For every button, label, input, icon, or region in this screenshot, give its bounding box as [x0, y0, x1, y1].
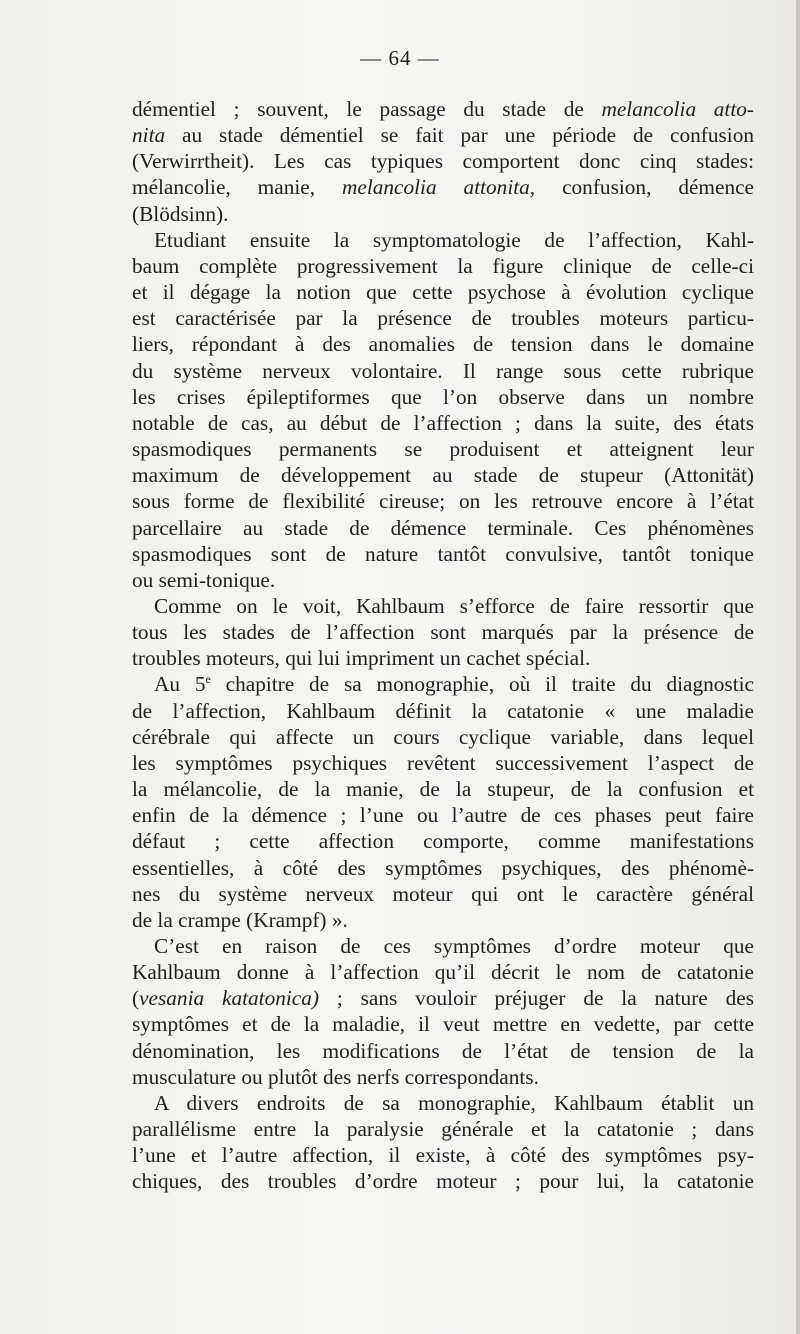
- text-segment: musculature ou plutôt des nerfs correspondants.: [132, 1064, 539, 1089]
- italic-text: vesania katatonica): [139, 986, 319, 1011]
- text-line: [132, 828, 754, 854]
- text-line: [132, 436, 754, 462]
- text-line: [132, 567, 754, 593]
- text-segment: Etudiant ensuite la symptomatologie de l’affection, Kahl-: [154, 227, 754, 252]
- page-number: — 64 —: [360, 46, 440, 70]
- text-segment: symptômes et de la maladie, il veut mettre en vedette, par cette: [132, 1012, 754, 1037]
- text-line: [132, 488, 754, 514]
- text-line: [132, 985, 754, 1011]
- text-segment: de l’affection, Kahlbaum définit la catatonie « une maladie: [132, 698, 754, 723]
- text-line: [132, 776, 754, 802]
- text-segment: confusion, démence: [535, 175, 754, 200]
- text-segment: cérébrale qui affecte un cours cyclique variable, dans lequel: [132, 724, 754, 749]
- text-segment: liers, répondant à des anomalies de tension dans le domaine: [132, 332, 754, 357]
- text-segment: sous forme de flexibilité cireuse; on les retrouve encore à l’état: [132, 489, 754, 514]
- text-line: [132, 1090, 754, 1116]
- text-segment: les symptômes psychiques revêtent successivement l’aspect de: [132, 750, 754, 775]
- text-segment: de la crampe (Krampf) ».: [132, 907, 348, 932]
- text-line: [132, 1038, 754, 1064]
- text-segment: nes du système nerveux moteur qui ont le caractère général: [132, 881, 754, 906]
- text-line: [132, 201, 754, 227]
- text-segment: spasmodiques permanents se produisent et atteignent leur: [132, 437, 754, 462]
- text-line: [132, 305, 754, 331]
- text-segment: enfin de la démence ; l’une ou l’autre de ces phases peut faire: [132, 803, 754, 828]
- text-line: [132, 907, 754, 933]
- text-line: [132, 645, 754, 671]
- text-line: [132, 122, 754, 148]
- text-line: [132, 358, 754, 384]
- text-segment: démentiel ; souvent, le passage du stade de: [132, 97, 602, 121]
- page-edge: [796, 0, 800, 1334]
- text-line: [132, 671, 754, 697]
- text-segment: Au 5: [154, 672, 206, 697]
- text-line: [132, 410, 754, 436]
- text-line: [132, 279, 754, 305]
- text-segment: et il dégage la notion que cette psychose à évolution cyclique: [132, 280, 754, 305]
- text-segment: A divers endroits de sa monographie, Kahlbaum établit un: [154, 1090, 754, 1115]
- text-line: [132, 802, 754, 828]
- text-segment: du système nerveux volontaire. Il range sous cette rubrique: [132, 358, 754, 383]
- text-segment: spasmodiques sont de nature tantôt convulsive, tantôt tonique: [132, 541, 754, 566]
- text-segment: ; sans vouloir préjuger de la nature des: [319, 986, 754, 1011]
- text-line: [132, 253, 754, 279]
- superscript: e: [205, 672, 211, 687]
- text-line: [132, 1142, 754, 1168]
- text-line: [132, 148, 754, 174]
- text-line: [132, 1116, 754, 1142]
- text-line: [132, 933, 754, 959]
- text-line: [132, 1064, 754, 1090]
- text-line: [132, 515, 754, 541]
- italic-text: nita: [132, 123, 166, 148]
- text-line: [132, 331, 754, 357]
- text-line: [132, 174, 754, 200]
- text-segment: maximum de développement au stade de stupeur (Attonität): [132, 463, 754, 488]
- text-line: [132, 1168, 754, 1194]
- text-line: [132, 384, 754, 410]
- text-segment: (Blödsinn).: [132, 201, 229, 226]
- text-segment: la mélancolie, de la manie, de la stupeur, de la confusion et: [132, 777, 754, 802]
- text-line: [132, 541, 754, 567]
- text-segment: dénomination, les modifications de l’état de tension de la: [132, 1038, 754, 1063]
- text-line: [132, 750, 754, 776]
- italic-text: melancolia attonita,: [341, 175, 536, 200]
- text-line: [132, 619, 754, 645]
- text-line: [132, 462, 754, 488]
- text-line: [132, 1011, 754, 1037]
- text-segment: baum complète progressivement la figure clinique de celle-ci: [132, 253, 754, 278]
- italic-text: melancolia atto-: [601, 97, 754, 121]
- text-segment: est caractérisée par la présence de troubles moteurs particu-: [132, 306, 754, 331]
- text-line: [132, 593, 754, 619]
- text-segment: Kahlbaum donne à l’affection qu’il décrit le nom de catatonie: [132, 960, 754, 985]
- body-text: [132, 96, 754, 1195]
- text-segment: essentielles, à côté des symptômes psychiques, des phénomè-: [132, 855, 754, 880]
- text-segment: défaut ; cette affection comporte, comme manifestations: [132, 829, 754, 854]
- text-line: [132, 959, 754, 985]
- text-segment: l’une et l’autre affection, il existe, à côté des symptômes psy-: [132, 1143, 754, 1168]
- text-segment: mélancolie, manie,: [132, 175, 342, 200]
- text-segment: troubles moteurs, qui lui impriment un cachet spécial.: [132, 646, 591, 671]
- text-line: [132, 96, 754, 122]
- text-line: [132, 227, 754, 253]
- text-segment: Comme on le voit, Kahlbaum s’efforce de faire ressortir que: [154, 593, 754, 618]
- text-line: [132, 724, 754, 750]
- text-line: [132, 698, 754, 724]
- text-segment: chiques, des troubles d’ordre moteur ; pour lui, la catatonie: [132, 1169, 754, 1194]
- text-segment: parcellaire au stade de démence terminale. Ces phénomènes: [132, 515, 754, 540]
- text-line: [132, 881, 754, 907]
- text-segment: les crises épileptiformes que l’on observe dans un nombre: [132, 384, 754, 409]
- text-segment: chapitre de sa monographie, où il traite du diagnostic: [210, 672, 754, 697]
- text-segment: (: [132, 986, 140, 1011]
- text-segment: C’est en raison de ces symptômes d’ordre moteur que: [154, 934, 754, 958]
- text-segment: au stade démentiel se fait par une période de confusion: [165, 123, 754, 148]
- text-segment: ou semi-tonique.: [132, 567, 276, 592]
- text-segment: tous les stades de l’affection sont marqués par la présence de: [132, 620, 754, 645]
- text-segment: parallélisme entre la paralysie générale et la catatonie ; dans: [132, 1117, 754, 1142]
- text-line: [132, 855, 754, 881]
- text-segment: (Verwirrtheit). Les cas typiques comportent donc cinq stades:: [132, 149, 754, 174]
- text-segment: notable de cas, au début de l’affection ; dans la suite, des états: [132, 410, 754, 435]
